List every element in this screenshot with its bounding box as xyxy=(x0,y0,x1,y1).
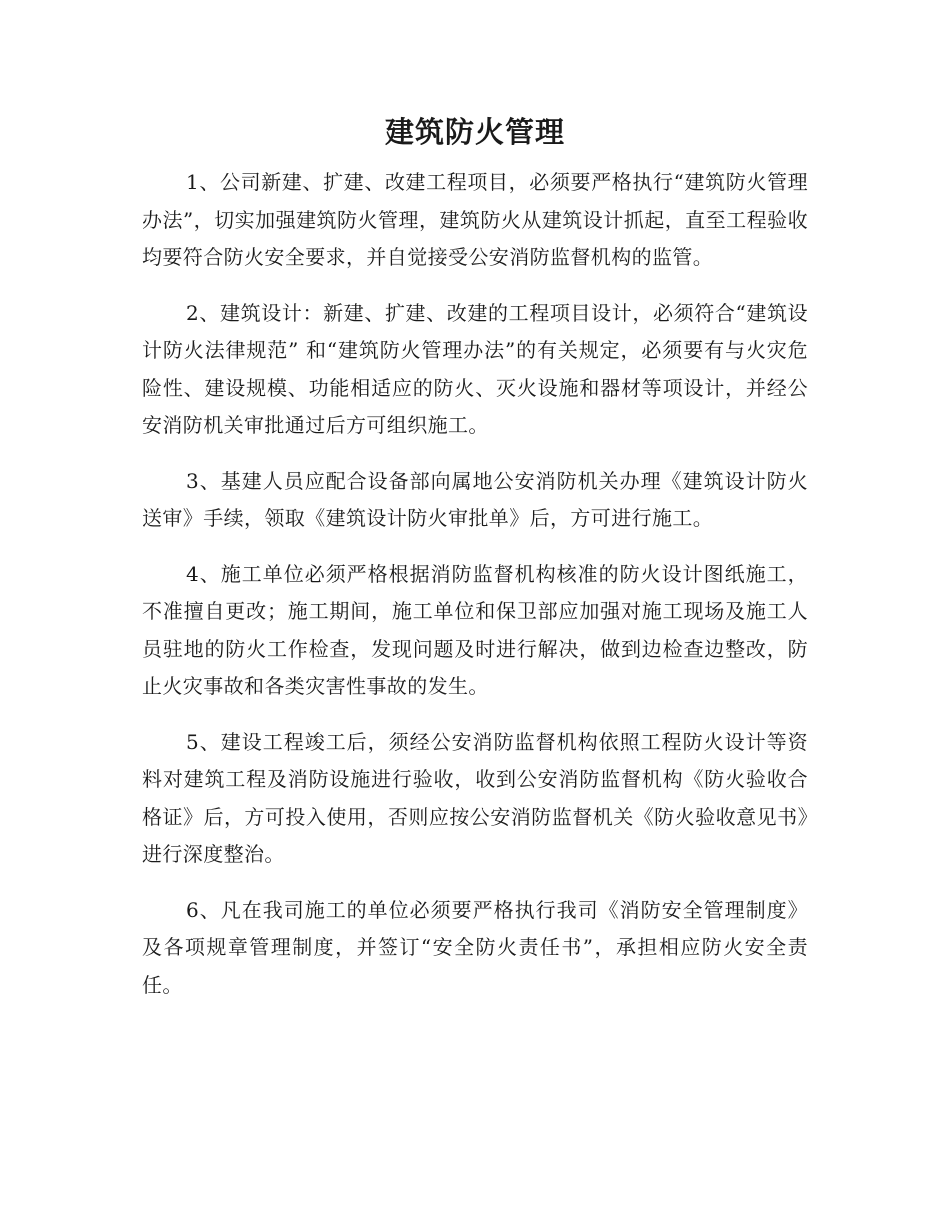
paragraph-5: 5、建设工程竣工后，须经公安消防监督机构依照工程防火设计等资料对建筑工程及消防设施进行验收，收到公安消防监督机构《防火验收合格证》后，方可投入使用，否则应按公安消防监督机关《防火验收意见书》进行深度整治。 xyxy=(142,729,808,866)
paragraph-4: 4、施工单位必须严格根据消防监督机构核准的防火设计图纸施工，不准擅自更改；施工期间，施工单位和保卫部应加强对施工现场及施工人员驻地的防火工作检查，发现问题及时进行解决，做到边检查边整改，防止火灾事故和各类灾害性事故的发生。 xyxy=(142,561,808,698)
paragraph-3: 3、基建人员应配合设备部向属地公安消防机关办理《建筑设计防火送审》手续，领取《建筑设计防火审批单》后，方可进行施工。 xyxy=(142,468,808,530)
paragraph-6: 6、凡在我司施工的单位必须要严格执行我司《消防安全管理制度》及各项规章管理制度，并签订“安全防火责任书”，承担相应防火安全责任。 xyxy=(142,897,808,997)
paragraph-1: 1、公司新建、扩建、改建工程项目，必须要严格执行“建筑防火管理办法”，切实加强建筑防火管理，建筑防火从建筑设计抓起，直至工程验收均要符合防火安全要求，并自觉接受公安消防监督机构的监管。 xyxy=(142,170,808,269)
paragraph-2: 2、建筑设计：新建、扩建、改建的工程项目设计，必须符合“建筑设计防火法律规范” 和“建筑防火管理办法”的有关规定，必须要有与火灾危险性、建设规模、功能相适应的防火、灭火设施和器材等项设计，并经公安消防机关审批通过后方可组织施工。 xyxy=(142,300,808,437)
document-title: 建筑防火管理 xyxy=(384,115,565,149)
document-body xyxy=(142,164,808,1022)
